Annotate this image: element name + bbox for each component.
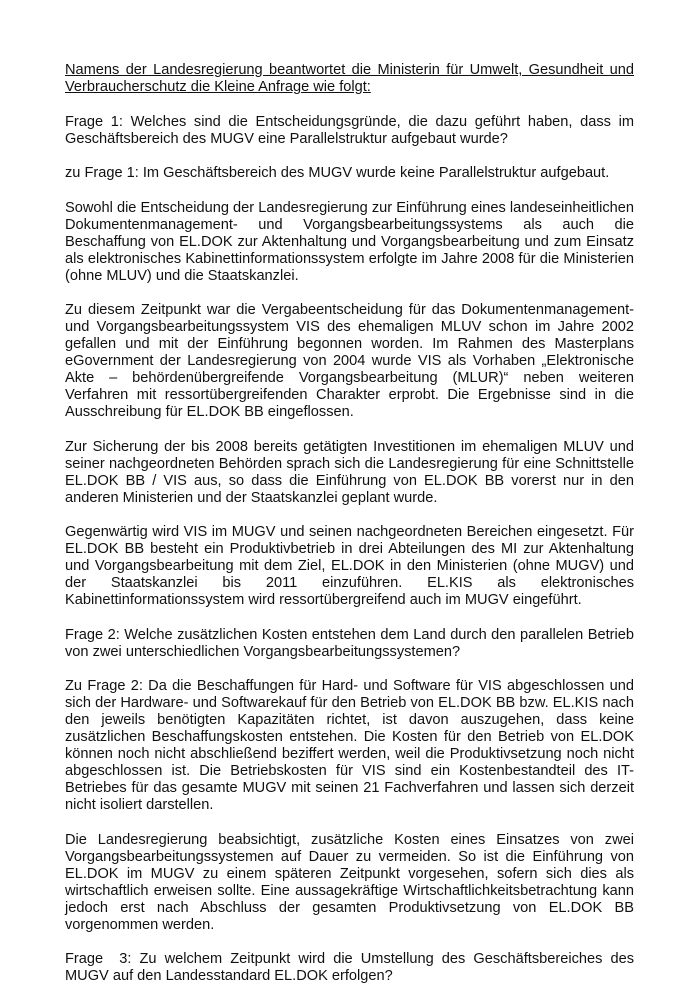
document-page: [65, 62, 639, 1003]
answer-2-paragraph-2: Die Landesregierung beabsichtigt, zusätzliche Kosten eines Einsatzes von zwei Vorgangsbearbeitungssystemen auf Dauer zu vermeiden. So ist die Einführung von EL.DOK im MUGV zu einem späteren Zeitpunkt vorgesehen, sofern sich dies als wirtschaftlich erweisen sollte. Eine aussagekräftige Wirtschaftlichkeitsbetrachtung kann jedoch erst nach Abschluss der gesamten Produktivsetzung von EL.DOK BB vorgenommen werden.: [65, 831, 634, 933]
question-2: Frage 2: Welche zusätzlichen Kosten entstehen dem Land durch den parallelen Betrieb von zwei unterschiedlichen Vorgangsbearbeitungssystemen?: [65, 626, 634, 660]
answer-1-paragraph-3: Zu diesem Zeitpunkt war die Vergabeentscheidung für das Dokumentenmanagement- und Vorgangsbearbeitungssystem VIS des ehemaligen MLUV schon im Jahre 2002 gefallen und mit der Einführung begonnen worden. Im Rahmen des Masterplans eGovernment der Landesregierung von 2004 wurde VIS als Vorhaben „Elektronische Akte – behördenübergreifende Vorgangsbearbeitung (MLUR)“ neben weiteren Verfahren mit ressortübergreifenden Charakter erprobt. Die Ergebnisse sind in die Ausschreibung für EL.DOK BB eingeflossen.: [65, 302, 634, 420]
answer-1: zu Frage 1: Im Geschäftsbereich des MUGV wurde keine Parallelstruktur aufgebaut.: [65, 165, 610, 181]
question-1: Frage 1: Welches sind die Entscheidungsgründe, die dazu geführt haben, dass im Geschäftsbereich des MUGV eine Parallelstruktur aufgebaut wurde?: [65, 113, 634, 147]
answer-2: Zu Frage 2: Da die Beschaffungen für Hard- und Software für VIS abgeschlossen und sich der Hardware- und Softwarekauf für den Betrieb von EL.DOK BB bzw. EL.KIS nach den jeweils benötigten Kapazitäten richtet, ist davon auszugehen, dass keine zusätzlichen Beschaffungskosten entstehen. Die Kosten für den Betrieb von EL.DOK können noch nicht abschließend beziffert werden, weil die Produktivsetzung noch nicht abgeschlossen ist. Die Betriebskosten für VIS sind ein Kostenbestandteil des IT-Betriebes für das gesamte MUGV mit seinen 21 Fachverfahren und lassen sich derzeit nicht isoliert darstellen.: [65, 678, 634, 813]
answer-1-paragraph-2: Sowohl die Entscheidung der Landesregierung zur Einführung eines landeseinheitlichen Dokumentenmanagement- und Vorgangsbearbeitungssystems als auch die Beschaffung von EL.DOK zur Aktenhaltung und Vorgangsbearbeitung und zum Einsatz als elektronisches Kabinettinformationssystem erfolgte im Jahre 2008 für die Ministerien (ohne MLUV) und die Staatskanzlei.: [65, 199, 634, 284]
answer-1-paragraph-5: Gegenwärtig wird VIS im MUGV und seinen nachgeordneten Bereichen eingesetzt. Für EL.DOK BB besteht ein Produktivbetrieb in drei Abteilungen des MI zur Aktenhaltung und Vorgangsbearbeitung mit dem Ziel, EL.DOK in den Ministerien (ohne MUGV) und der Staatskanzlei bis 2011 einzuführen. EL.KIS als elektronisches Kabinettinformationssystem wird ressortübergreifend auch im MUGV eingeführt.: [65, 524, 634, 608]
question-3: Frage 3: Zu welchem Zeitpunkt wird die Umstellung des Geschäftsbereiches des MUGV auf den Landesstandard EL.DOK erfolgen?: [65, 951, 639, 984]
intro-text: Namens der Landesregierung beantwortet die Ministerin für Umwelt, Gesundheit und Verbraucherschutz die Kleine Anfrage wie folgt:: [65, 62, 634, 95]
answer-1-paragraph-4: Zur Sicherung der bis 2008 bereits getätigten Investitionen im ehemaligen MLUV und seiner nachgeordneten Behörden sprach sich die Landesregierung für eine Schnittstelle EL.DOK BB / VIS aus, so dass die Einführung von EL.DOK BB vorerst nur in den anderen Ministerien und der Staatskanzlei geplant wurde.: [65, 438, 634, 506]
